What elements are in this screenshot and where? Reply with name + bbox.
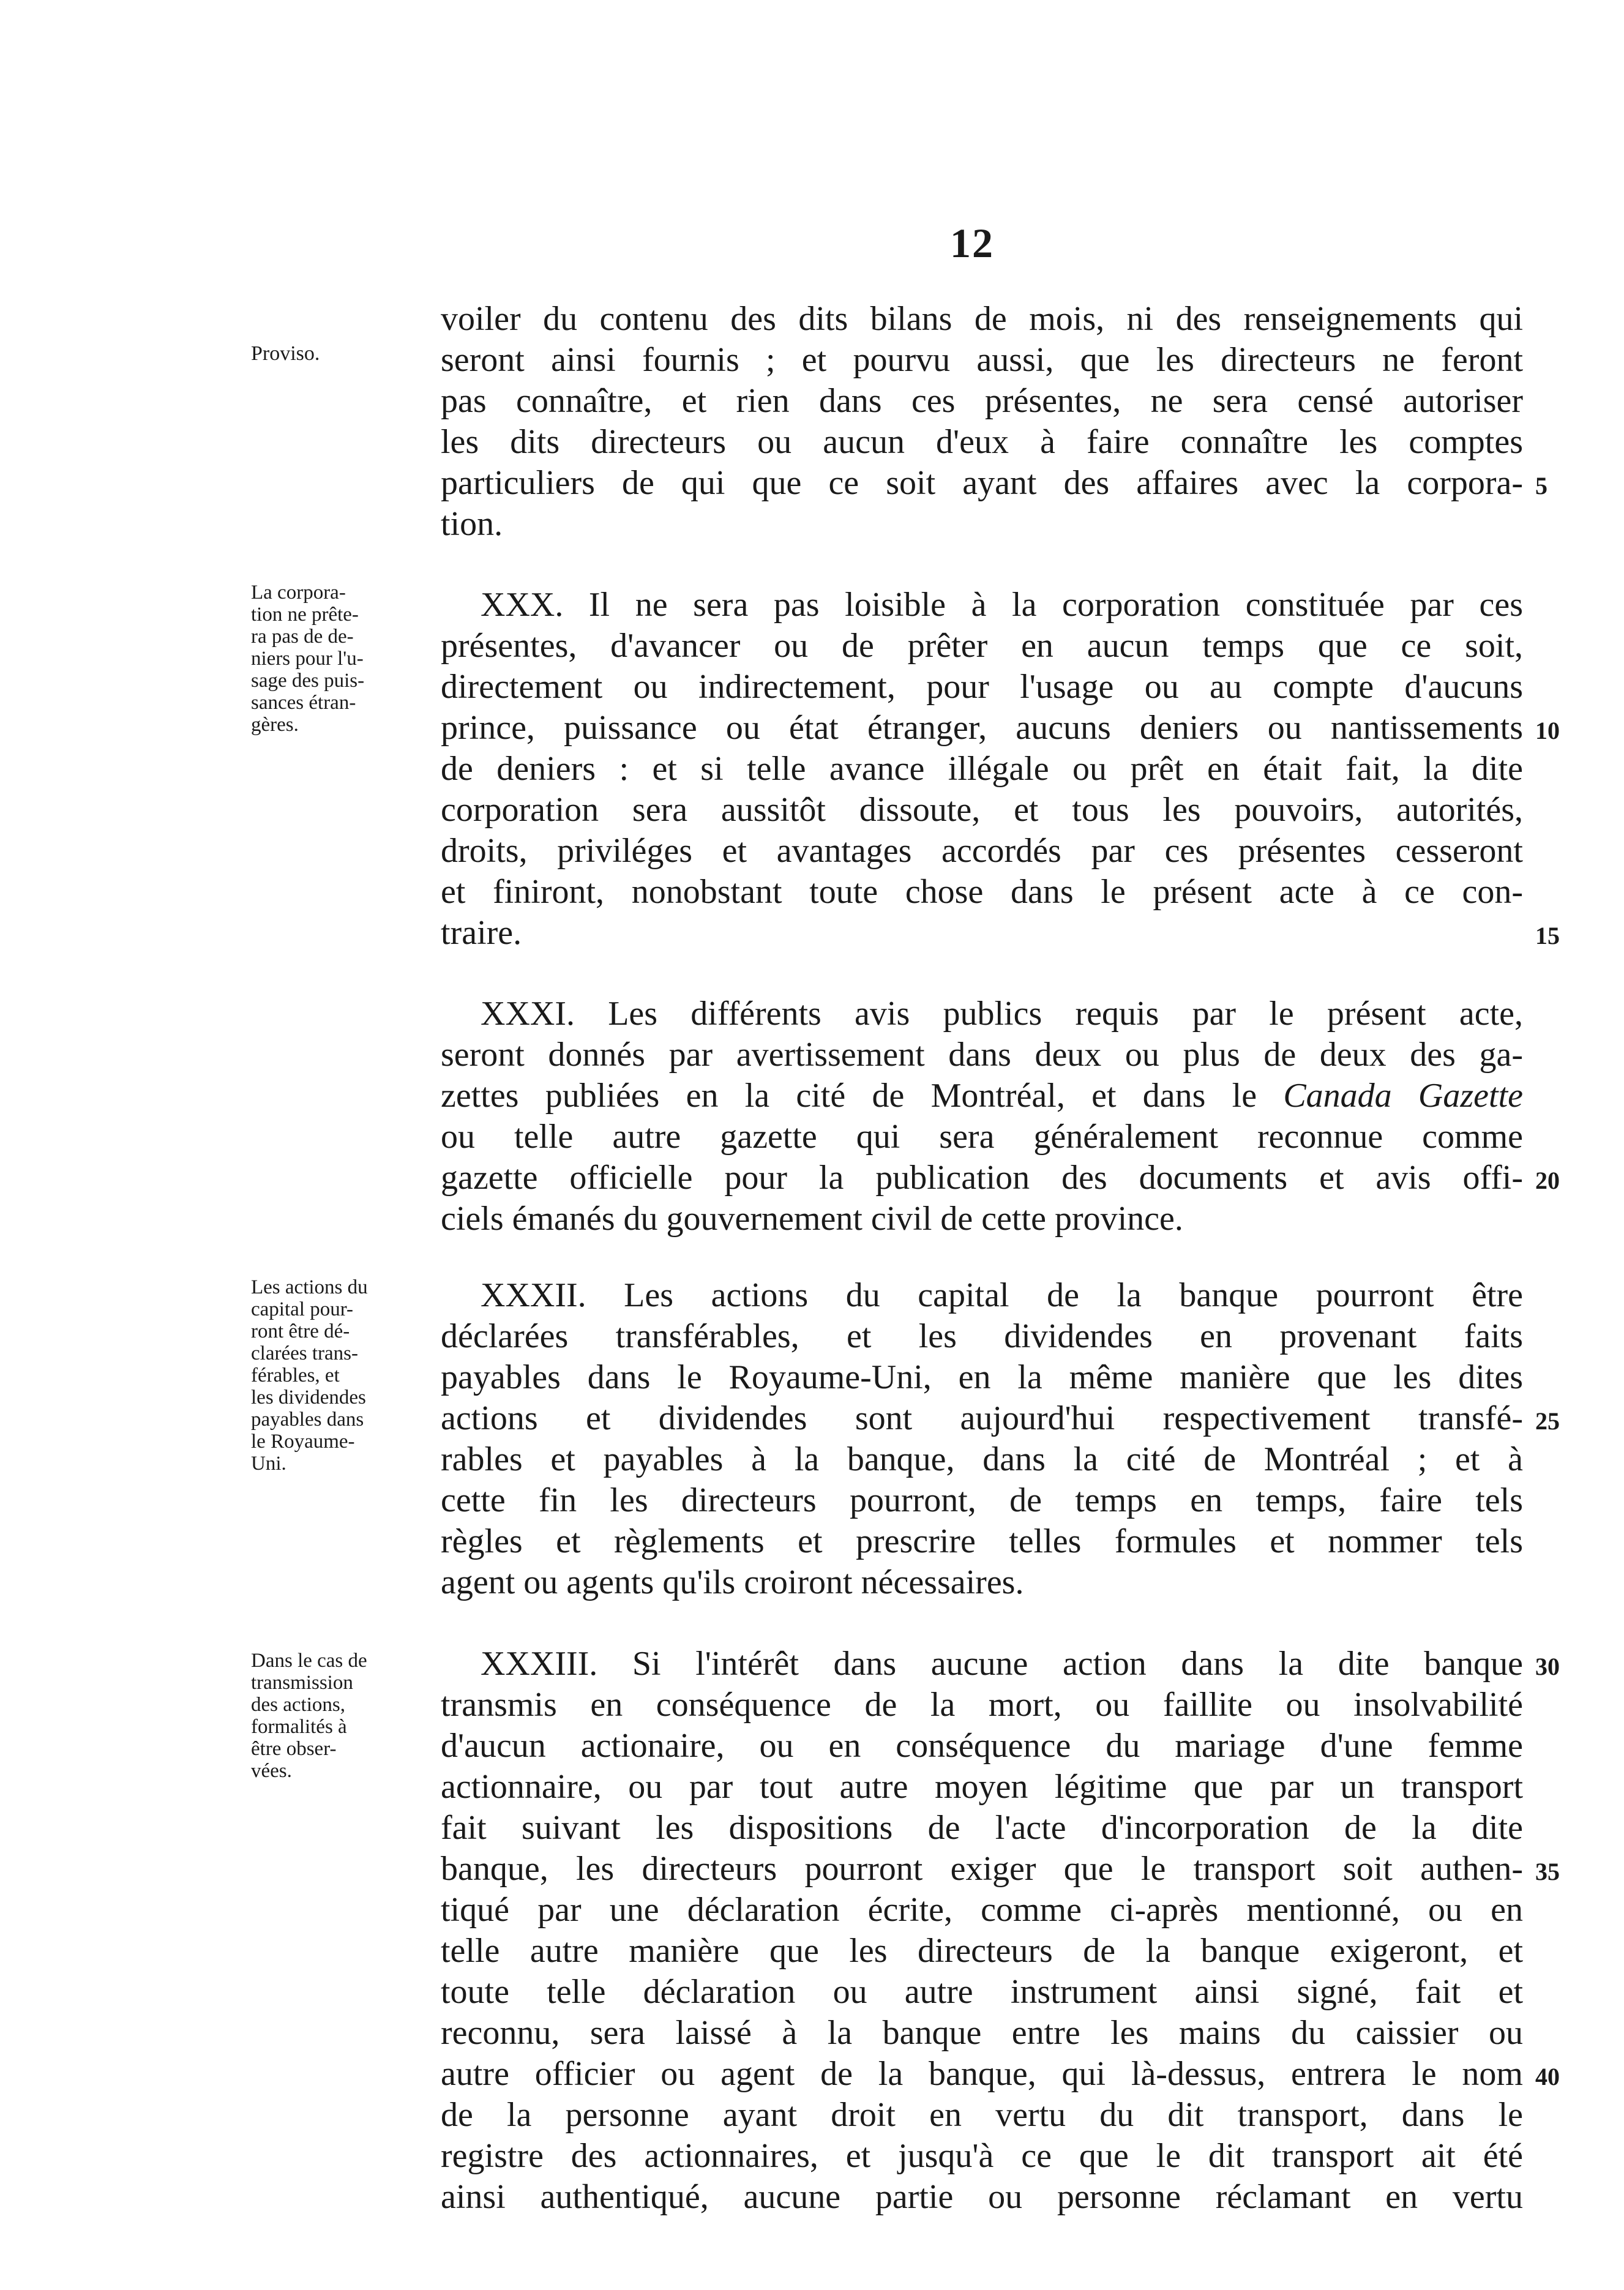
margin-note-line: être obser- <box>251 1738 337 1760</box>
line-number: 40 <box>1535 2063 1560 2090</box>
line-number: 25 <box>1535 1407 1560 1435</box>
margin-note-line: le Royaume- <box>251 1431 355 1453</box>
line-number: 10 <box>1535 717 1560 744</box>
body-line <box>441 1076 1523 1117</box>
body-line: payables dans le Royaume-Uni, en la même manière que les dites <box>441 1358 1523 1396</box>
body-line: droits, priviléges et avantages accordés par ces présentes cesseront <box>441 832 1523 870</box>
body-line: présentes, d'avancer ou de prêter en aucun temps que ce soit, <box>441 627 1523 665</box>
margin-note-line: gères. <box>251 714 299 736</box>
margin-note-line: formalités à <box>251 1716 347 1738</box>
section-xxx-first-line: XXX. Il ne sera pas loisible à la corporation constituée par ces <box>481 586 1523 624</box>
line-number: 35 <box>1535 1858 1560 1885</box>
line-number: 15 <box>1535 922 1560 949</box>
margin-note-line: payables dans <box>251 1409 364 1431</box>
margin-note-transmission <box>251 1650 428 1782</box>
body-line: corporation sera aussitôt dissoute, et tous les pouvoirs, autorités, <box>441 791 1523 829</box>
line-number: 5 <box>1535 472 1547 500</box>
page-number: 12 <box>950 220 994 266</box>
body-line: les dits directeurs ou aucun d'eux à faire connaître les comptes <box>441 423 1523 461</box>
body-line: de la personne ayant droit en vertu du dit transport, dans le <box>441 2096 1523 2134</box>
body-line: toute telle déclaration ou autre instrument ainsi signé, fait et <box>441 1973 1523 2011</box>
margin-note-actions <box>251 1276 428 1475</box>
body-line: cette fin les directeurs pourront, de temps en temps, faire tels <box>441 1481 1523 1519</box>
line-number: 20 <box>1535 1167 1560 1194</box>
margin-note-line: sage des puis- <box>251 670 365 692</box>
margin-note-line: férables, et <box>251 1364 340 1386</box>
margin-note-line: des actions, <box>251 1694 345 1716</box>
body-line: voiler du contenu des dits bilans de mois, ni des renseignements qui <box>441 300 1523 338</box>
body-line: déclarées transférables, et les dividendes en provenant faits <box>441 1317 1523 1355</box>
body-line: tion. <box>441 505 503 543</box>
margin-note-line: capital pour- <box>251 1298 354 1320</box>
body-line: actionnaire, ou par tout autre moyen légitime que par un transport <box>441 1768 1523 1806</box>
margin-note-corporation <box>251 582 428 736</box>
body-line: prince, puissance ou état étranger, aucuns deniers ou nantissements <box>441 709 1523 747</box>
body-line: fait suivant les dispositions de l'acte d'incorporation de la dite <box>441 1809 1523 1847</box>
body-line: seront ainsi fournis ; et pourvu aussi, que les directeurs ne feront <box>441 341 1523 379</box>
body-line: actions et dividendes sont aujourd'hui respectivement transfé- <box>441 1399 1523 1437</box>
body-line: telle autre manière que les directeurs de la banque exigeront, et <box>441 1932 1523 1970</box>
body-line: ainsi authentiqué, aucune partie ou personne réclamant en vertu <box>441 2178 1523 2216</box>
body-line: banque, les directeurs pourront exiger que le transport soit authen- <box>441 1850 1523 1888</box>
body-line: règles et règlements et prescrire telles formules et nommer tels <box>441 1522 1523 1560</box>
body-line: de deniers : et si telle avance illégale ou prêt en était fait, la dite <box>441 750 1523 788</box>
canada-gazette-italic: Canada Gazette <box>1283 1077 1523 1115</box>
section-xxxi-first-line: XXXI. Les différents avis publics requis par le présent acte, <box>481 995 1523 1033</box>
margin-note-line: vées. <box>251 1760 292 1782</box>
body-line: agent ou agents qu'ils croiront nécessaires. <box>441 1563 1024 1601</box>
line-number: 30 <box>1535 1653 1560 1680</box>
body-line: registre des actionnaires, et jusqu'à ce que le dit transport ait été <box>441 2137 1523 2175</box>
body-line: autre officier ou agent de la banque, qui là-dessus, entrera le nom <box>441 2055 1523 2093</box>
margin-note-line: clarées trans- <box>251 1342 358 1364</box>
section-xxxiii-first-line: XXXIII. Si l'intérêt dans aucune action dans la dite banque <box>481 1645 1523 1683</box>
margin-note-line: Dans le cas de <box>251 1650 367 1672</box>
margin-note-line: Proviso. <box>251 342 320 365</box>
body-line: pas connaître, et rien dans ces présentes, ne sera censé autoriser <box>441 382 1523 420</box>
body-line: directement ou indirectement, pour l'usage ou au compte d'aucuns <box>441 668 1523 706</box>
margin-note-line: niers pour l'u- <box>251 648 364 670</box>
margin-note-line: transmission <box>251 1672 353 1694</box>
body-line: traire. <box>441 914 522 952</box>
body-line: tiqué par une déclaration écrite, comme ci-après mentionné, ou en <box>441 1891 1523 1929</box>
margin-note-line: Uni. <box>251 1453 286 1475</box>
body-line: rables et payables à la banque, dans la cité de Montréal ; et à <box>441 1440 1523 1478</box>
margin-note-line: Les actions du <box>251 1276 368 1298</box>
body-line: d'aucun actionaire, ou en conséquence du mariage d'une femme <box>441 1727 1523 1765</box>
body-line: particuliers de qui que ce soit ayant des affaires avec la corpora- <box>441 464 1523 502</box>
body-line: ou telle autre gazette qui sera généralement reconnue comme <box>441 1118 1523 1156</box>
margin-note-line: sances étran- <box>251 692 356 714</box>
body-line: reconnu, sera laissé à la banque entre les mains du caissier ou <box>441 2014 1523 2052</box>
body-line: et finiront, nonobstant toute chose dans le présent acte à ce con- <box>441 873 1523 911</box>
section-xxxii-first-line: XXXII. Les actions du capital de la banque pourront être <box>481 1276 1523 1314</box>
margin-note-line: tion ne prête- <box>251 604 359 626</box>
body-line: transmis en conséquence de la mort, ou faillite ou insolvabilité <box>441 1686 1523 1724</box>
margin-note-line: les dividendes <box>251 1386 366 1409</box>
body-line-text: zettes publiées en la cité de Montréal, et dans le <box>441 1077 1284 1115</box>
body-line: ciels émanés du gouvernement civil de cette province. <box>441 1200 1183 1238</box>
body-line: gazette officielle pour la publication des documents et avis offi- <box>441 1159 1523 1197</box>
margin-note-proviso <box>251 343 428 365</box>
body-line: seront donnés par avertissement dans deux ou plus de deux des ga- <box>441 1036 1523 1074</box>
margin-note-line: ra pas de de- <box>251 626 354 648</box>
margin-note-line: La corpora- <box>251 582 346 604</box>
margin-note-line: ront être dé- <box>251 1320 350 1342</box>
